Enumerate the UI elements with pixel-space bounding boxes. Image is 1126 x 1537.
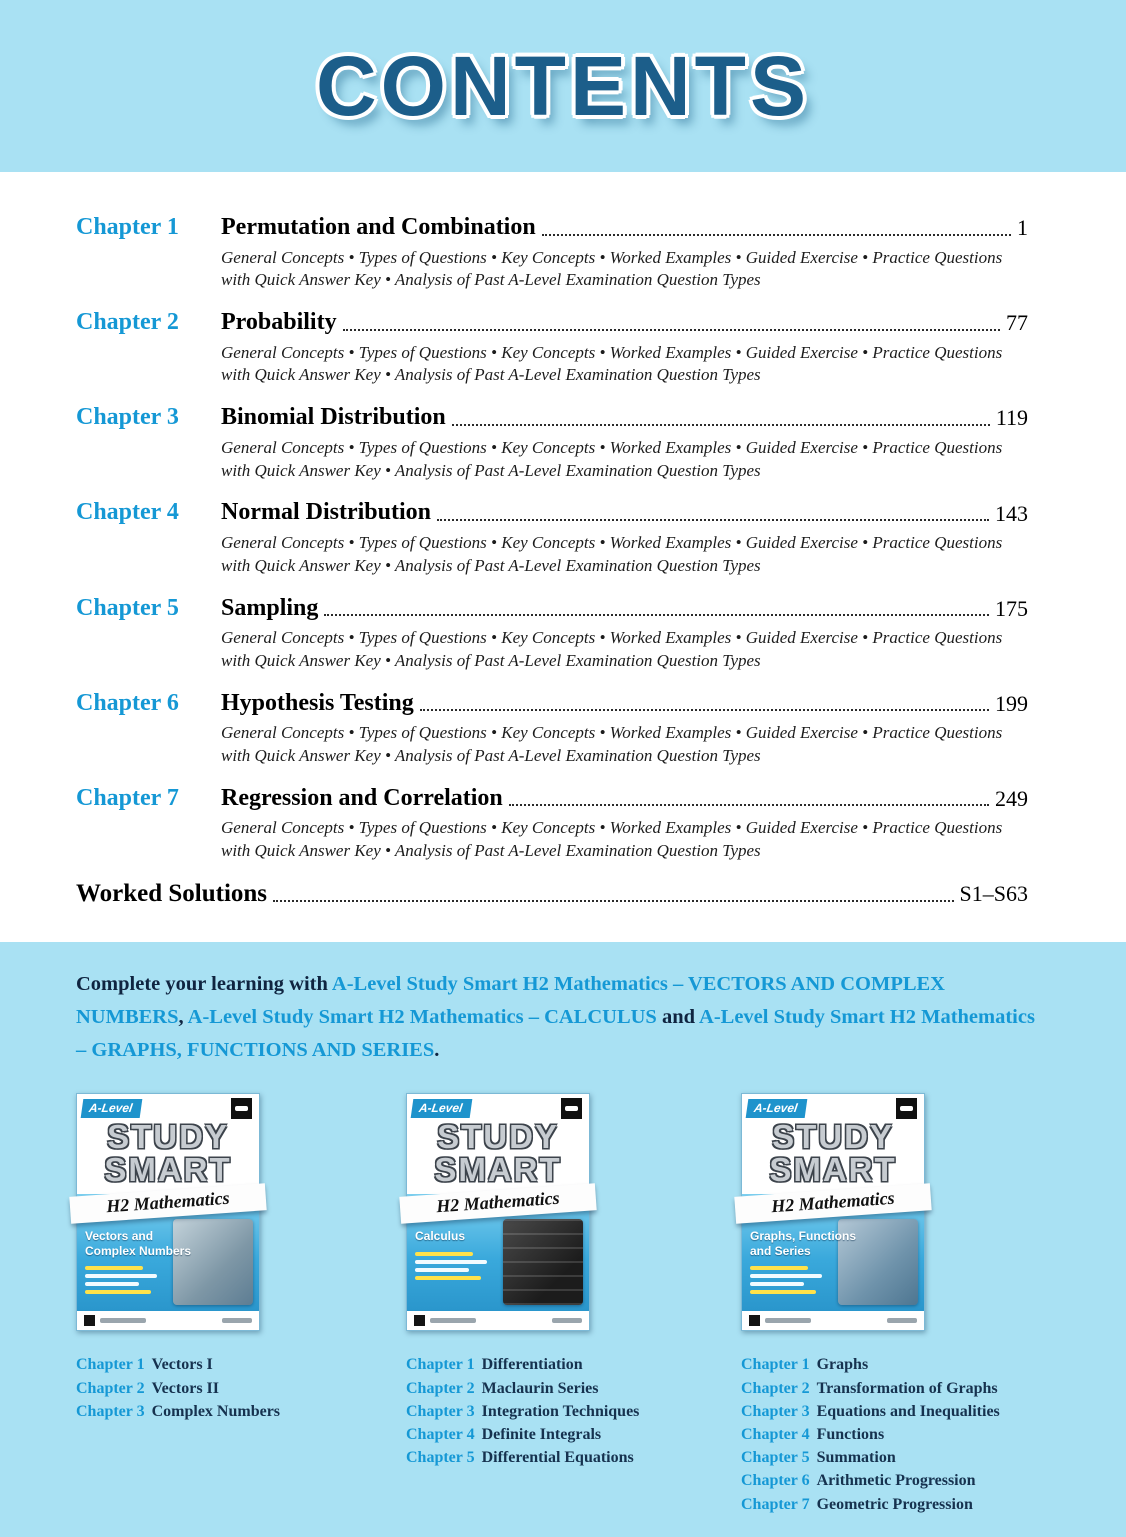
- cover-top: [742, 1094, 924, 1194]
- chapter-entry-body: [221, 595, 1028, 673]
- chapter-label: Chapter 4: [406, 1426, 475, 1444]
- dot-leader: [452, 424, 990, 426]
- dot-leader: [324, 614, 989, 616]
- chapter-title: Transformation of Graphs: [816, 1379, 998, 1397]
- chapter-description: General Concepts • Types of Questions • Key Concepts • Worked Examples • Guided Exercise • Practice Questions with Quick Answer Key • Analysis of Past A-Level Examination Question Types: [221, 628, 1003, 670]
- header-banner: [0, 0, 1126, 172]
- bullet-line: [85, 1274, 157, 1278]
- bullet-line: [750, 1290, 816, 1294]
- book-chapter-item: [406, 1377, 741, 1400]
- chapter-label: Chapter 2: [741, 1379, 810, 1397]
- bullet-line: [750, 1282, 804, 1286]
- chapter-title: Functions: [816, 1426, 885, 1444]
- chapter-description: General Concepts • Types of Questions • Key Concepts • Worked Examples • Guided Exercise • Practice Questions with Quick Answer Key • Analysis of Past A-Level Examination Question Types: [221, 532, 1003, 575]
- cover-top: [77, 1094, 259, 1194]
- chapter-entry-body: [221, 214, 1028, 292]
- chapter-label: Chapter 5: [741, 1449, 810, 1467]
- chapter-title: Geometric Progression: [816, 1495, 973, 1513]
- book-chapter-item: [76, 1377, 406, 1400]
- promo-and: and: [661, 1006, 696, 1029]
- chapter-description: General Concepts • Types of Questions • Key Concepts • Worked Examples • Guided Exercise • Practice Questions with Quick Answer Key • Analysis of Past A-Level Examination Question Types: [221, 818, 1003, 861]
- promo-section: [0, 942, 1126, 1537]
- footer-text-line: [887, 1318, 917, 1323]
- footer-text-line: [100, 1318, 146, 1323]
- promo-book-title-calculus: A-Level Study Smart H2 Mathematics – CALCULUS: [187, 1006, 657, 1029]
- footer-text-line: [430, 1318, 476, 1323]
- toc-entry-chapter-7: [76, 785, 1028, 863]
- book-chapter-item: [76, 1353, 406, 1376]
- chapter-entry-body: [221, 499, 1028, 577]
- chapter-title: Definite Integrals: [481, 1426, 602, 1444]
- chapter-label: Chapter 1: [76, 214, 179, 240]
- cover-title-smart: SMART: [434, 1150, 562, 1188]
- cover-body: [77, 1188, 259, 1311]
- book-chapter-item: [406, 1400, 741, 1423]
- toc-entry-chapter-2: [76, 309, 1028, 387]
- book-chapter-item: [741, 1423, 1036, 1446]
- chapter-label: Chapter 6: [76, 689, 179, 716]
- cover-subject-banner: H2 Mathematics: [69, 1184, 266, 1225]
- cover-title-study: STUDY: [437, 1118, 559, 1156]
- book-chapter-item: [76, 1400, 406, 1423]
- book-chapter-item: [406, 1423, 741, 1446]
- worked-solutions-entry: [76, 880, 1028, 908]
- chapter-label: Chapter 1: [76, 1356, 145, 1374]
- chapter-label: Chapter 7: [76, 784, 179, 811]
- dot-leader: [542, 234, 1011, 236]
- cover-footer: [742, 1311, 924, 1330]
- toc-section: [0, 172, 1126, 908]
- book-cover-calculus: [406, 1093, 590, 1331]
- toc-entry-chapter-4: [76, 499, 1028, 577]
- bullet-line: [85, 1282, 139, 1286]
- chapter-label: Chapter 3: [76, 1402, 145, 1420]
- cover-subtitle: Vectors and Complex Numbers: [85, 1229, 192, 1258]
- chapter-title: Equations and Inequalities: [816, 1402, 1000, 1420]
- book-cover-graphs: [741, 1093, 925, 1331]
- chapter-title: Vectors II: [151, 1379, 219, 1397]
- chapter-entry-body: [221, 309, 1028, 387]
- toc-entry-chapter-3: [76, 404, 1028, 482]
- toc-entry-chapter-1: [76, 214, 1028, 292]
- book-chapter-item: [406, 1353, 741, 1376]
- chapter-label: Chapter 1: [741, 1356, 810, 1374]
- cover-subtitle: Calculus: [415, 1229, 466, 1244]
- chapter-description: General Concepts • Types of Questions • Key Concepts • Worked Examples • Guided Exercise • Practice Questions with Quick Answer Key • Analysis of Past A-Level Examination Question Types: [221, 723, 1003, 765]
- toc-entry-chapter-5: [76, 595, 1028, 673]
- chapter-label: Chapter 5: [406, 1449, 475, 1467]
- chapter-page-number: 119: [995, 405, 1028, 431]
- chapter-title: Differentiation: [481, 1356, 583, 1374]
- cover-title-smart: SMART: [104, 1150, 232, 1188]
- chapter-title: Probability: [221, 309, 337, 336]
- bullet-line: [85, 1266, 143, 1270]
- book-chapter-item: [741, 1377, 1036, 1400]
- chapter-label: Chapter 3: [76, 404, 179, 431]
- chapter-label: Chapter 6: [741, 1472, 810, 1490]
- chapter-label: Chapter 7: [741, 1495, 810, 1513]
- bullet-line: [750, 1274, 822, 1278]
- chapter-label: Chapter 2: [406, 1379, 475, 1397]
- worked-solutions-page-number: S1–S63: [959, 881, 1028, 907]
- chapter-page-number: 199: [995, 690, 1028, 716]
- promo-book-title-vectors: A-Level Study Smart H2 Mathematics – VECTORS AND COMPLEX NUMBERS: [76, 972, 945, 1029]
- cover-subject-banner: H2 Mathematics: [734, 1184, 931, 1225]
- cover-subtitle: Graphs, Functions and Series: [750, 1229, 857, 1258]
- book-chapter-list-calculus: [406, 1353, 741, 1469]
- chapter-page-number: 143: [995, 500, 1028, 526]
- promo-period: .: [434, 1039, 440, 1062]
- chapter-title: Arithmetic Progression: [816, 1472, 976, 1490]
- chapter-label: Chapter 3: [406, 1402, 475, 1420]
- book-chapter-item: [741, 1400, 1036, 1423]
- chapter-label: Chapter 5: [76, 594, 179, 621]
- cover-series-tag: A-Level: [411, 1099, 473, 1118]
- footer-text-line: [552, 1318, 582, 1323]
- chapter-title: Integration Techniques: [481, 1402, 640, 1420]
- chapter-description: General Concepts • Types of Questions • Key Concepts • Worked Examples • Guided Exercise • Practice Questions with Quick Answer Key • Analysis of Past A-Level Examination Question Types: [221, 247, 1003, 290]
- dot-leader: [273, 900, 953, 902]
- cover-series-tag: A-Level: [81, 1099, 143, 1118]
- publisher-logo-small-icon: [84, 1315, 95, 1326]
- chapter-title: Graphs: [816, 1356, 869, 1374]
- related-books-row: [76, 1093, 1036, 1515]
- dot-leader: [437, 519, 989, 521]
- chapter-title: Hypothesis Testing: [221, 689, 414, 716]
- cover-title-smart: SMART: [769, 1150, 897, 1188]
- dot-leader: [509, 804, 989, 806]
- publisher-logo-small-icon: [749, 1315, 760, 1326]
- promo-paragraph: [76, 968, 1036, 1068]
- book-column-graphs: [741, 1093, 1036, 1515]
- chapter-label: Chapter 4: [741, 1426, 810, 1444]
- book-chapter-list-graphs: [741, 1353, 1036, 1515]
- chapter-title: Maclaurin Series: [481, 1379, 599, 1397]
- publisher-logo-icon: [896, 1098, 917, 1119]
- promo-book-title-graphs: A-Level Study Smart H2 Mathematics – GRAPHS, FUNCTIONS AND SERIES: [76, 1006, 1035, 1062]
- chapter-description: General Concepts • Types of Questions • Key Concepts • Worked Examples • Guided Exercise • Practice Questions with Quick Answer Key • Analysis of Past A-Level Examination Question Types: [221, 437, 1003, 480]
- chapter-label: Chapter 1: [406, 1356, 475, 1374]
- chapter-title: Permutation and Combination: [221, 214, 536, 240]
- chapter-page-number: 1: [1017, 215, 1028, 241]
- book-column-calculus: [406, 1093, 741, 1515]
- cover-subject-banner: H2 Mathematics: [399, 1184, 596, 1225]
- chapter-entry-body: [221, 404, 1028, 482]
- publisher-logo-small-icon: [414, 1315, 425, 1326]
- bullet-line: [415, 1268, 469, 1272]
- chapter-entry-body: [221, 690, 1028, 768]
- book-column-vectors: [76, 1093, 406, 1515]
- chapter-title: Regression and Correlation: [221, 784, 503, 811]
- dot-leader: [420, 709, 989, 711]
- footer-text-line: [222, 1318, 252, 1323]
- toc-entry-chapter-6: [76, 690, 1028, 768]
- cover-title-study: STUDY: [772, 1118, 894, 1156]
- chapter-label: Chapter 2: [76, 1379, 145, 1397]
- chapter-page-number: 175: [995, 595, 1028, 621]
- publisher-logo-icon: [561, 1098, 582, 1119]
- book-chapter-item: [741, 1469, 1036, 1492]
- chapter-label: Chapter 4: [76, 499, 179, 526]
- chapter-title: Complex Numbers: [151, 1402, 281, 1420]
- chapter-title: Summation: [816, 1449, 896, 1467]
- worked-solutions-title: Worked Solutions: [76, 879, 268, 907]
- dot-leader: [343, 329, 1000, 331]
- chapter-title: Binomial Distribution: [221, 404, 446, 431]
- book-cover-vectors: [76, 1093, 260, 1331]
- book-chapter-item: [741, 1446, 1036, 1469]
- book-chapter-item: [741, 1353, 1036, 1376]
- publisher-logo-icon: [231, 1098, 252, 1119]
- book-chapter-list-vectors: [76, 1353, 406, 1423]
- cover-footer: [77, 1311, 259, 1330]
- cover-series-tag: A-Level: [746, 1099, 808, 1118]
- book-chapter-item: [406, 1446, 741, 1469]
- cover-top: [407, 1094, 589, 1194]
- cover-title-study: STUDY: [107, 1118, 229, 1156]
- bullet-line: [415, 1252, 473, 1256]
- bullet-line: [415, 1260, 487, 1264]
- chapter-page-number: 77: [1006, 310, 1028, 336]
- bullet-line: [415, 1276, 481, 1280]
- chapter-title: Vectors I: [151, 1356, 213, 1374]
- bullet-line: [85, 1290, 151, 1294]
- chapter-description: General Concepts • Types of Questions • Key Concepts • Worked Examples • Guided Exercise • Practice Questions with Quick Answer Key • Analysis of Past A-Level Examination Question Types: [221, 342, 1003, 385]
- footer-text-line: [765, 1318, 811, 1323]
- book-chapter-item: [741, 1493, 1036, 1516]
- bullet-line: [750, 1266, 808, 1270]
- chapter-label: Chapter 2: [76, 309, 179, 336]
- cover-footer: [407, 1311, 589, 1330]
- chapter-entry-body: [221, 785, 1028, 863]
- chapter-title: Sampling: [221, 594, 319, 621]
- chapter-title: Normal Distribution: [221, 499, 431, 526]
- chapter-label: Chapter 3: [741, 1402, 810, 1420]
- chapter-title: Differential Equations: [481, 1449, 634, 1467]
- page-title: CONTENTS: [316, 38, 810, 133]
- promo-intro: Complete your learning with: [76, 972, 328, 995]
- chapter-page-number: 249: [995, 785, 1028, 811]
- promo-separator: ,: [178, 1006, 184, 1029]
- cover-body: [742, 1188, 924, 1311]
- cover-body: [407, 1188, 589, 1311]
